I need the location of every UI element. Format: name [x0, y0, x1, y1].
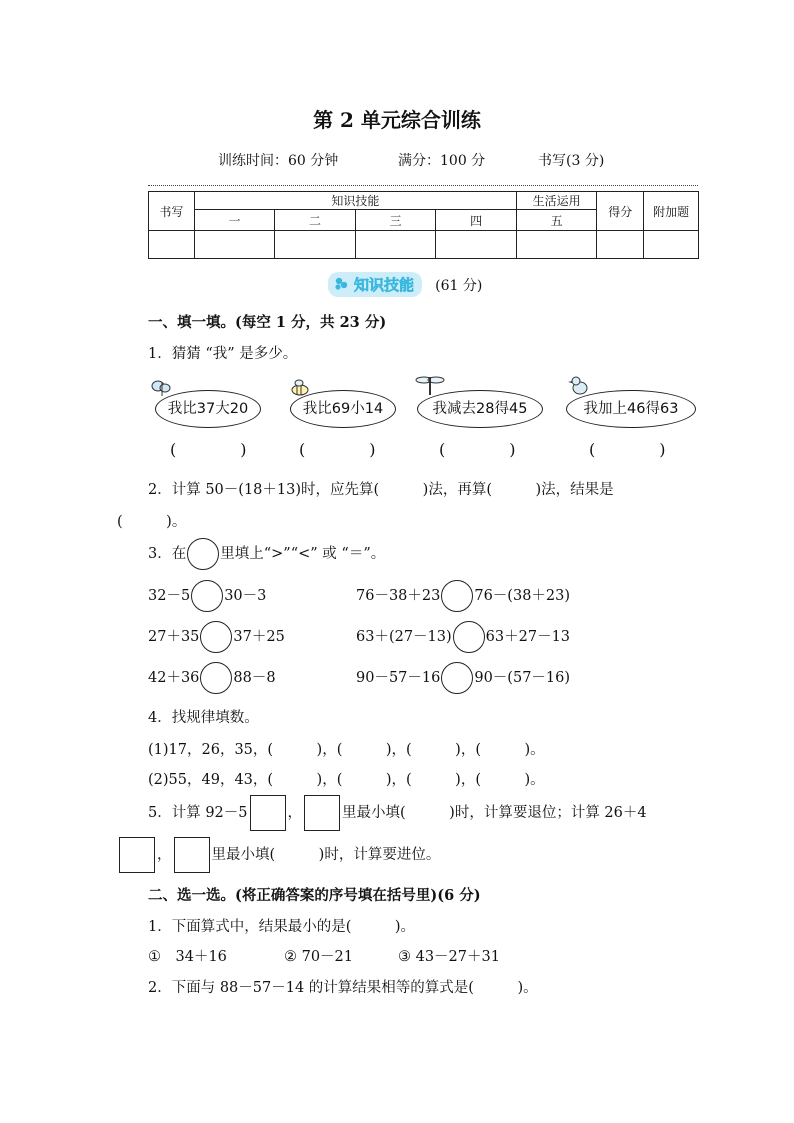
part2-heading: 二、选一选。(将正确答案的序号填在括号里)(6 分) — [148, 887, 481, 904]
q4-text: 4．找规律填数。 — [148, 710, 259, 726]
page-title: 第 2 单元综合训练 — [313, 108, 481, 132]
score-header-bonus: 附加题 — [644, 192, 699, 231]
guess-bubble-2: 我比69小14 — [290, 390, 396, 428]
q5-part-e: 里最小填( )时，计算要进位。 — [211, 847, 441, 863]
answer-blank[interactable]: ( ) — [439, 440, 516, 459]
score-header-writing: 书写 — [149, 192, 195, 231]
banner-points: (61 分) — [435, 278, 483, 294]
compare-left: 63＋(27－13) — [356, 629, 452, 645]
q5-line2 — [117, 836, 440, 874]
digit-box-ref — [174, 837, 210, 873]
q5-line1 — [148, 794, 647, 832]
compare-left: 27＋35 — [148, 629, 200, 645]
compare-b-row-1 — [356, 580, 570, 612]
section-banner — [328, 272, 482, 297]
score-cell[interactable] — [194, 231, 275, 259]
digit-box-ref — [304, 795, 340, 831]
score-col-4: 四 — [436, 210, 517, 231]
compare-a-row-1 — [148, 580, 266, 612]
compare-right: 63＋27－13 — [485, 629, 571, 645]
answer-blank[interactable]: ( ) — [589, 440, 666, 459]
writing-score-label: 书写(3 分) — [538, 153, 605, 169]
option-2[interactable]: ② 70－21 — [284, 949, 354, 965]
compare-circle[interactable] — [453, 621, 485, 653]
compare-left: 90－57－16 — [356, 670, 441, 686]
digit-box[interactable] — [250, 795, 286, 831]
q3-pre: 3．在 — [148, 546, 187, 562]
digit-box[interactable] — [119, 837, 155, 873]
score-table — [148, 191, 699, 259]
compare-right: 88－8 — [233, 670, 276, 686]
score-header-score: 得分 — [597, 192, 644, 231]
banner-badge — [328, 272, 422, 297]
score-cell[interactable] — [597, 231, 644, 259]
q1-text: 1．猜猜 “我” 是多少。 — [148, 346, 298, 362]
compare-a-row-2 — [148, 621, 285, 653]
compare-circle[interactable] — [441, 662, 473, 694]
guess-bubble-4: 我加上46得63 — [566, 390, 696, 428]
dragonfly-icon — [414, 374, 446, 396]
time-label: 训练时间：60 分钟 — [218, 153, 339, 169]
score-header-skills: 知识技能 — [194, 192, 516, 210]
q5-part-b: ， — [287, 805, 303, 821]
p2-q1-text: 1．下面算式中，结果最小的是( )。 — [148, 919, 416, 935]
q2-line2: ( )。 — [117, 514, 187, 530]
answer-blank[interactable]: ( ) — [170, 440, 247, 459]
clover-icon — [334, 277, 350, 291]
compare-right: 37＋25 — [233, 629, 285, 645]
score-cell[interactable] — [355, 231, 436, 259]
option-3[interactable]: ③ 43－27＋31 — [398, 949, 500, 965]
compare-right: 76－(38＋23) — [474, 588, 571, 604]
answer-blank[interactable]: ( ) — [299, 440, 376, 459]
score-col-2: 二 — [275, 210, 356, 231]
score-cell[interactable] — [644, 231, 699, 259]
compare-circle[interactable] — [200, 621, 232, 653]
score-cell[interactable] — [436, 231, 517, 259]
score-cell[interactable] — [149, 231, 195, 259]
compare-circle[interactable] — [441, 580, 473, 612]
q4-line1: (1)17，26，35，( )，( )，( )，( )。 — [148, 742, 545, 758]
q3-post: 里填上“>”“<” 或 “＝”。 — [220, 546, 386, 562]
q5-part-a: 5．计算 92－5 — [148, 805, 248, 821]
compare-right: 30－3 — [224, 588, 267, 604]
banner-label: 知识技能 — [354, 276, 415, 294]
score-col-3: 三 — [355, 210, 436, 231]
q4-line2: (2)55，49，43，( )，( )，( )，( )。 — [148, 772, 545, 788]
compare-left: 42＋36 — [148, 670, 200, 686]
score-col-1: 一 — [194, 210, 275, 231]
part1-heading: 一、填一填。(每空 1 分，共 23 分) — [148, 314, 387, 331]
score-cell[interactable] — [275, 231, 356, 259]
compare-right: 90－(57－16) — [474, 670, 571, 686]
full-score-label: 满分：100 分 — [398, 153, 486, 169]
q5-part-c: 里最小填( )时，计算要退位；计算 26＋4 — [342, 805, 647, 821]
q5-part-d: ， — [157, 847, 172, 863]
compare-circle[interactable] — [191, 580, 223, 612]
example-circle — [187, 538, 219, 570]
option-1[interactable]: ① 34＋16 — [148, 949, 227, 965]
dotted-divider — [148, 185, 698, 186]
compare-left: 32－5 — [148, 588, 191, 604]
p2-q2-text: 2．下面与 88－57－14 的计算结果相等的算式是( )。 — [148, 980, 538, 996]
score-header-applied: 生活运用 — [516, 192, 597, 210]
compare-left: 76－38＋23 — [356, 588, 441, 604]
q3-instruction — [148, 538, 385, 570]
q2-line1: 2．计算 50－(18＋13)时，应先算( )法，再算( )法，结果是 — [148, 482, 614, 498]
guess-bubble-1: 我比37大20 — [155, 390, 261, 428]
score-cell[interactable] — [516, 231, 597, 259]
guess-bubble-3: 我减去28得45 — [417, 390, 543, 428]
compare-circle[interactable] — [200, 662, 232, 694]
compare-b-row-2 — [356, 621, 570, 653]
compare-b-row-3 — [356, 662, 570, 694]
compare-a-row-3 — [148, 662, 276, 694]
score-col-5: 五 — [516, 210, 597, 231]
